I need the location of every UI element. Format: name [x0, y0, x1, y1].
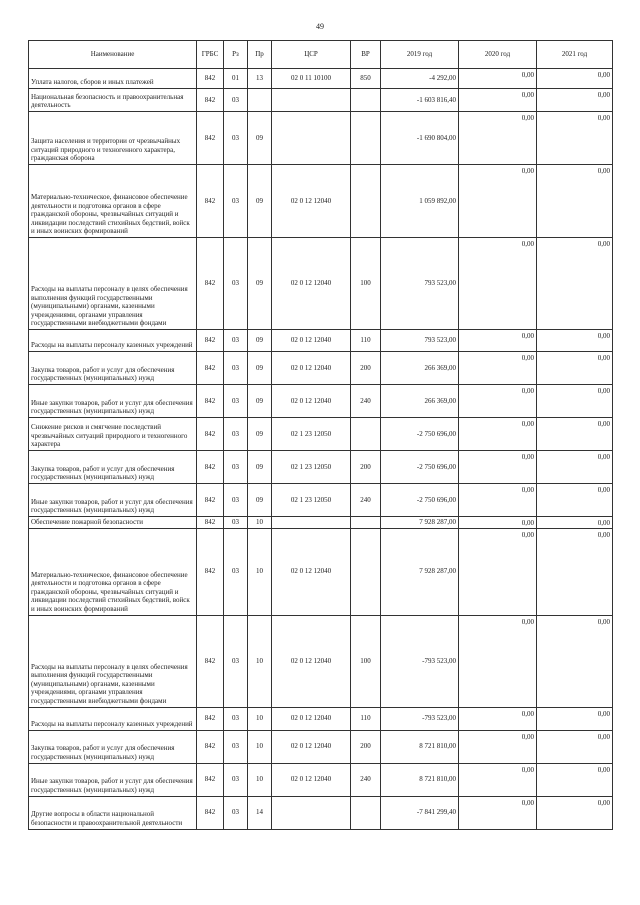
row-2019: 7 928 287,00	[381, 528, 459, 615]
row-2021: 0,00	[537, 451, 613, 484]
row-pr: 10	[248, 763, 272, 796]
table-row	[29, 763, 613, 796]
row-csr	[272, 112, 351, 165]
row-name: Закупка товаров, работ и услуг для обеспечения государственных (муниципальных) нужд	[29, 730, 197, 763]
row-2019: 266 369,00	[381, 352, 459, 385]
row-grbs: 842	[197, 112, 224, 165]
row-csr: 02 1 23 12050	[272, 484, 351, 517]
row-rz: 03	[224, 89, 248, 112]
page-number: 49	[316, 22, 324, 31]
column-header: Рз	[224, 41, 248, 69]
row-2020: 0,00	[459, 89, 537, 112]
row-csr: 02 0 12 12040	[272, 330, 351, 352]
row-name: Национальная безопасность и правоохранительная деятельность	[29, 89, 197, 112]
row-2019: 793 523,00	[381, 238, 459, 330]
column-header: ВР	[351, 41, 381, 69]
row-2020: 0,00	[459, 112, 537, 165]
table-row	[29, 484, 613, 517]
row-grbs: 842	[197, 528, 224, 615]
table-row	[29, 528, 613, 615]
row-name: Материально-техническое, финансовое обеспечение деятельности и подготовка органов в сфере гражданской обороны, чрезвычайных ситуаций и ликвидации последствий стихийных бедствий, войск и иных воинских формирований	[29, 165, 197, 238]
row-name: Другие вопросы в области национальной безопасности и правоохранительной деятельности	[29, 796, 197, 829]
row-2019: -7 841 299,40	[381, 796, 459, 829]
budget-table	[28, 40, 613, 830]
row-vr: 100	[351, 615, 381, 707]
row-rz: 03	[224, 615, 248, 707]
row-2019: 1 059 892,00	[381, 165, 459, 238]
row-grbs: 842	[197, 352, 224, 385]
column-header: 2019 год	[381, 41, 459, 69]
table-row	[29, 69, 613, 89]
row-grbs: 842	[197, 238, 224, 330]
table-row	[29, 451, 613, 484]
row-2019: 8 721 810,00	[381, 763, 459, 796]
row-name: Расходы на выплаты персоналу казенных учреждений	[29, 330, 197, 352]
row-2020: 0,00	[459, 330, 537, 352]
row-grbs: 842	[197, 484, 224, 517]
row-pr: 09	[248, 165, 272, 238]
row-name: Иные закупки товаров, работ и услуг для обеспечения государственных (муниципальных) нужд	[29, 385, 197, 418]
row-2021: 0,00	[537, 418, 613, 451]
row-vr: 240	[351, 484, 381, 517]
row-pr: 09	[248, 238, 272, 330]
row-grbs: 842	[197, 796, 224, 829]
table-header-row	[29, 41, 613, 69]
row-rz: 03	[224, 517, 248, 529]
row-2019: 793 523,00	[381, 330, 459, 352]
row-2019: 7 928 287,00	[381, 517, 459, 529]
row-2021: 0,00	[537, 707, 613, 730]
row-vr: 100	[351, 238, 381, 330]
row-2019: 8 721 810,00	[381, 730, 459, 763]
row-grbs: 842	[197, 69, 224, 89]
column-header: ЦСР	[272, 41, 351, 69]
row-name: Закупка товаров, работ и услуг для обеспечения государственных (муниципальных) нужд	[29, 352, 197, 385]
row-name: Уплата налогов, сборов и иных платежей	[29, 69, 197, 89]
row-2019: -2 750 696,00	[381, 484, 459, 517]
table-row	[29, 112, 613, 165]
row-grbs: 842	[197, 730, 224, 763]
table-row	[29, 796, 613, 829]
row-vr: 200	[351, 352, 381, 385]
row-pr: 09	[248, 352, 272, 385]
row-rz: 03	[224, 484, 248, 517]
row-rz: 03	[224, 730, 248, 763]
row-csr	[272, 89, 351, 112]
row-name: Расходы на выплаты персоналу казенных учреждений	[29, 707, 197, 730]
row-pr	[248, 89, 272, 112]
row-name: Материально-техническое, финансовое обеспечение деятельности и подготовка органов в сфере гражданской обороны, чрезвычайных ситуаций и ликвидации последствий стихийных бедствий, войск и иных воинских формирований	[29, 528, 197, 615]
row-2019: -2 750 696,00	[381, 418, 459, 451]
row-2021: 0,00	[537, 385, 613, 418]
row-vr: 240	[351, 763, 381, 796]
row-csr: 02 1 23 12050	[272, 451, 351, 484]
row-2021: 0,00	[537, 89, 613, 112]
row-vr: 850	[351, 69, 381, 89]
row-rz: 03	[224, 763, 248, 796]
column-header: ГРБС	[197, 41, 224, 69]
row-2020: 0,00	[459, 352, 537, 385]
column-header: 2020 год	[459, 41, 537, 69]
row-pr: 09	[248, 451, 272, 484]
row-name: Расходы на выплаты персоналу в целях обеспечения выполнения функций государственными (муниципальными) органами, казенными учреждениями, органами управления государственными внебюджетными фондами	[29, 238, 197, 330]
table-row	[29, 89, 613, 112]
row-vr: 110	[351, 330, 381, 352]
row-csr: 02 0 12 12040	[272, 528, 351, 615]
row-name: Расходы на выплаты персоналу в целях обеспечения выполнения функций государственными (муниципальными) органами, казенными учреждениями, органами управления государственными внебюджетными фондами	[29, 615, 197, 707]
row-vr: 200	[351, 451, 381, 484]
row-2020: 0,00	[459, 796, 537, 829]
row-grbs: 842	[197, 89, 224, 112]
row-2021: 0,00	[537, 615, 613, 707]
table-row	[29, 330, 613, 352]
row-pr: 10	[248, 528, 272, 615]
row-pr: 10	[248, 615, 272, 707]
column-header: Наименование	[29, 41, 197, 69]
row-vr	[351, 418, 381, 451]
row-2020: 0,00	[459, 451, 537, 484]
table-row	[29, 517, 613, 529]
row-rz: 03	[224, 707, 248, 730]
row-rz: 03	[224, 418, 248, 451]
row-csr	[272, 517, 351, 529]
row-grbs: 842	[197, 385, 224, 418]
row-2021: 0,00	[537, 517, 613, 529]
table-row	[29, 238, 613, 330]
row-2021: 0,00	[537, 112, 613, 165]
row-grbs: 842	[197, 615, 224, 707]
row-2021: 0,00	[537, 796, 613, 829]
table-row	[29, 730, 613, 763]
table-row	[29, 418, 613, 451]
row-rz: 03	[224, 165, 248, 238]
row-2021: 0,00	[537, 730, 613, 763]
row-pr: 14	[248, 796, 272, 829]
row-2021: 0,00	[537, 165, 613, 238]
row-2020: 0,00	[459, 707, 537, 730]
row-vr: 200	[351, 730, 381, 763]
table-row	[29, 352, 613, 385]
row-vr	[351, 89, 381, 112]
row-2021: 0,00	[537, 330, 613, 352]
row-rz: 03	[224, 528, 248, 615]
row-2020: 0,00	[459, 69, 537, 89]
row-vr	[351, 796, 381, 829]
row-rz: 01	[224, 69, 248, 89]
row-2021: 0,00	[537, 69, 613, 89]
row-2021: 0,00	[537, 484, 613, 517]
row-csr: 02 0 12 12040	[272, 730, 351, 763]
row-name: Обеспечение пожарной безопасности	[29, 517, 197, 529]
row-csr: 02 0 12 12040	[272, 707, 351, 730]
column-header: 2021 год	[537, 41, 613, 69]
row-pr: 09	[248, 484, 272, 517]
row-csr: 02 0 12 12040	[272, 238, 351, 330]
row-vr	[351, 112, 381, 165]
row-2019: -4 292,00	[381, 69, 459, 89]
row-grbs: 842	[197, 451, 224, 484]
row-2021: 0,00	[537, 238, 613, 330]
row-2020: 0,00	[459, 484, 537, 517]
row-rz: 03	[224, 238, 248, 330]
row-grbs: 842	[197, 418, 224, 451]
row-pr: 10	[248, 517, 272, 529]
row-name: Иные закупки товаров, работ и услуг для обеспечения государственных (муниципальных) нужд	[29, 763, 197, 796]
table-row	[29, 707, 613, 730]
row-2019: -1 690 804,00	[381, 112, 459, 165]
row-name: Закупка товаров, работ и услуг для обеспечения государственных (муниципальных) нужд	[29, 451, 197, 484]
row-pr: 09	[248, 385, 272, 418]
row-grbs: 842	[197, 165, 224, 238]
row-rz: 03	[224, 330, 248, 352]
row-2021: 0,00	[537, 352, 613, 385]
row-2020: 0,00	[459, 165, 537, 238]
row-rz: 03	[224, 385, 248, 418]
row-name: Защита населения и территории от чрезвычайных ситуаций природного и техногенного характера, гражданская оборона	[29, 112, 197, 165]
row-2020: 0,00	[459, 763, 537, 796]
row-2019: -1 603 816,40	[381, 89, 459, 112]
column-header: Пр	[248, 41, 272, 69]
row-2020: 0,00	[459, 418, 537, 451]
row-grbs: 842	[197, 517, 224, 529]
row-rz: 03	[224, 112, 248, 165]
row-2020: 0,00	[459, 615, 537, 707]
row-pr: 09	[248, 112, 272, 165]
row-2021: 0,00	[537, 528, 613, 615]
row-vr	[351, 165, 381, 238]
row-csr: 02 0 12 12040	[272, 165, 351, 238]
row-rz: 03	[224, 451, 248, 484]
row-csr: 02 0 11 10100	[272, 69, 351, 89]
row-csr: 02 1 23 12050	[272, 418, 351, 451]
row-pr: 13	[248, 69, 272, 89]
row-vr	[351, 528, 381, 615]
row-2020: 0,00	[459, 238, 537, 330]
table-row	[29, 385, 613, 418]
row-2020: 0,00	[459, 528, 537, 615]
row-name: Снижение рисков и смягчение последствий чрезвычайных ситуаций природного и техногенного характера	[29, 418, 197, 451]
row-2020: 0,00	[459, 517, 537, 529]
row-2019: -793 523,00	[381, 615, 459, 707]
row-2019: 266 369,00	[381, 385, 459, 418]
row-pr: 10	[248, 707, 272, 730]
row-pr: 10	[248, 730, 272, 763]
row-2020: 0,00	[459, 385, 537, 418]
row-name: Иные закупки товаров, работ и услуг для обеспечения государственных (муниципальных) нужд	[29, 484, 197, 517]
row-csr: 02 0 12 12040	[272, 763, 351, 796]
row-csr: 02 0 12 12040	[272, 615, 351, 707]
row-2021: 0,00	[537, 763, 613, 796]
row-grbs: 842	[197, 763, 224, 796]
table-row	[29, 165, 613, 238]
row-vr	[351, 517, 381, 529]
row-2019: -2 750 696,00	[381, 451, 459, 484]
table-row	[29, 615, 613, 707]
row-pr: 09	[248, 418, 272, 451]
row-csr: 02 0 12 12040	[272, 352, 351, 385]
row-rz: 03	[224, 352, 248, 385]
row-vr: 110	[351, 707, 381, 730]
row-grbs: 842	[197, 330, 224, 352]
row-2019: -793 523,00	[381, 707, 459, 730]
row-2020: 0,00	[459, 730, 537, 763]
row-grbs: 842	[197, 707, 224, 730]
row-vr: 240	[351, 385, 381, 418]
row-csr	[272, 796, 351, 829]
row-pr: 09	[248, 330, 272, 352]
row-rz: 03	[224, 796, 248, 829]
row-csr: 02 0 12 12040	[272, 385, 351, 418]
